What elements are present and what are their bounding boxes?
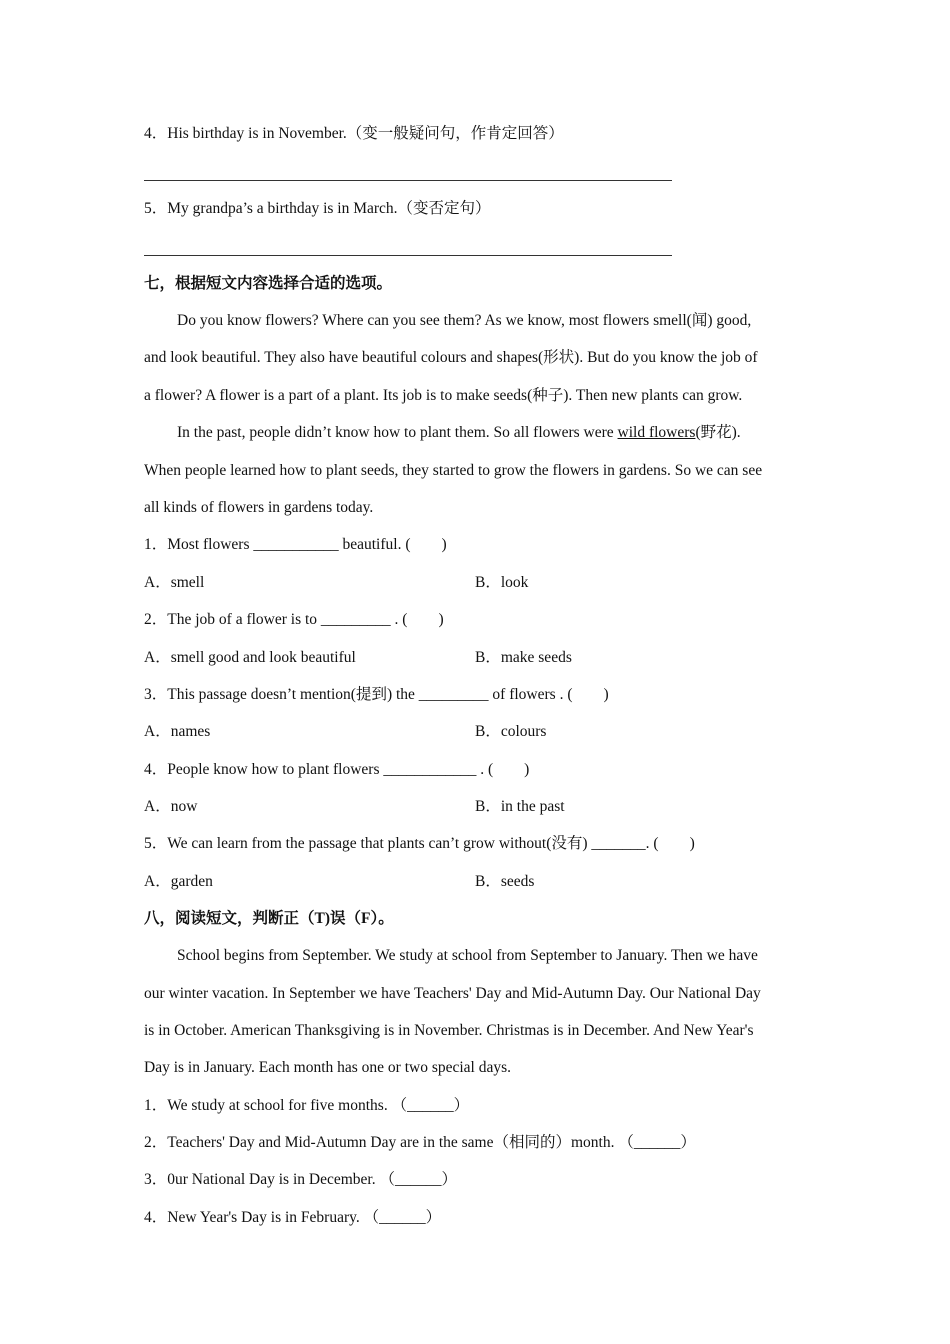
question-8-1: 1．We study at school for five months. （______）: [144, 1097, 470, 1114]
question-7-1: 1．Most flowers ___________ beautiful. ( ): [144, 536, 447, 553]
passage-7-line: Do you know flowers? Where can you see them? As we know, most flowers smell(闻) good,: [177, 312, 752, 329]
question-7-2: 2．The job of a flower is to _________ . ( ): [144, 611, 444, 628]
passage-7-line: all kinds of flowers in gardens today.: [144, 499, 374, 516]
question-8-2: 2．Teachers' Day and Mid-Autumn Day are in the same（相同的）month. （______）: [144, 1134, 696, 1151]
option-b: B．seeds: [475, 873, 535, 890]
passage-text: (野花).: [695, 424, 741, 441]
passage-8-line: School begins from September. We study at school from September to January. Then we have: [177, 947, 758, 964]
question-7-3: 3．This passage doesn’t mention(提到) the _________ of flowers . ( ): [144, 686, 609, 703]
question-7-5: 5．We can learn from the passage that plants can’t grow without(没有) _______. ( ): [144, 835, 695, 852]
question-8-4: 4．New Year's Day is in February. （______）: [144, 1209, 442, 1226]
answer-line: [144, 255, 672, 256]
passage-text: In the past, people didn’t know how to plant them. So all flowers were: [177, 424, 618, 441]
option-a: A．smell good and look beautiful: [144, 649, 356, 666]
question-7-4: 4．People know how to plant flowers ____________ . ( ): [144, 761, 530, 778]
question-6-4: 4．His birthday is in November.（变一般疑问句，作肯定回答）: [144, 125, 564, 142]
option-a: A．smell: [144, 574, 205, 591]
option-b: B．look: [475, 574, 529, 591]
question-6-5: 5．My grandpa’s a birthday is in March.（变否定句）: [144, 200, 491, 217]
answer-line: [144, 180, 672, 181]
passage-8-line: our winter vacation. In September we have Teachers' Day and Mid-Autumn Day. Our National Day: [144, 985, 761, 1002]
passage-8-line: Day is in January. Each month has one or two special days.: [144, 1059, 512, 1076]
option-a: A．garden: [144, 873, 213, 890]
option-b: B．in the past: [475, 798, 565, 815]
option-a: A．names: [144, 723, 211, 740]
passage-8-line: is in October. American Thanksgiving is in November. Christmas is in December. And New Year's: [144, 1022, 754, 1039]
option-b: B．colours: [475, 723, 547, 740]
question-8-3: 3．0ur National Day is in December. （______）: [144, 1171, 457, 1188]
option-b: B．make seeds: [475, 649, 572, 666]
wild-flowers-term: wild flowers: [617, 424, 696, 441]
passage-7-line: When people learned how to plant seeds, they started to grow the flowers in gardens. So we can see: [144, 462, 763, 479]
section-7-heading: 七，根据短文内容选择合适的选项。: [144, 275, 393, 292]
option-a: A．now: [144, 798, 198, 815]
passage-7-line: a flower? A flower is a part of a plant. Its job is to make seeds(种子). Then new plants can grow.: [144, 387, 743, 404]
passage-7-line: [177, 423, 741, 443]
passage-7-line: and look beautiful. They also have beautiful colours and shapes(形状). But do you know the job of: [144, 349, 758, 366]
section-8-heading: 八，阅读短文，判断正（T)误（F）。: [144, 910, 394, 927]
